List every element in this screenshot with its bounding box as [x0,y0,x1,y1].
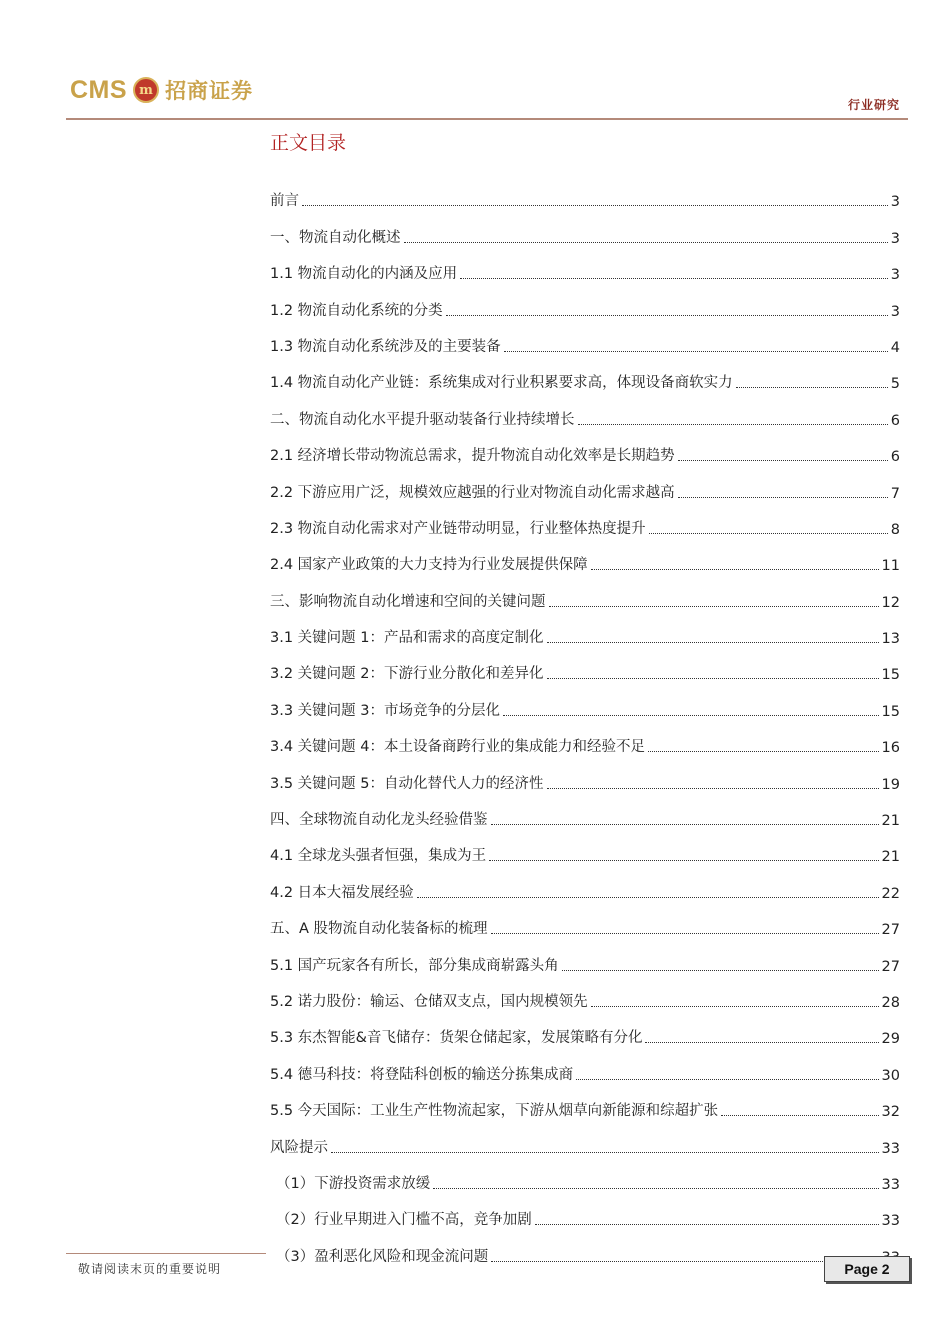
toc-entry[interactable] [270,574,900,610]
toc-dot-leader [460,278,888,279]
toc-entry[interactable] [270,283,900,319]
toc-entry-page: 3 [890,267,900,284]
toc-entry-page: 22 [881,885,900,902]
toc-dot-leader [489,860,878,861]
toc-entry[interactable] [270,356,900,392]
toc-entry[interactable] [270,392,900,428]
toc-entry-title: 2.2 下游应用广泛，规模效应越强的行业对物流自动化需求越高 [270,484,675,501]
toc-entry-title: 3.2 关键问题 2：下游行业分散化和差异化 [270,666,544,683]
toc-entry-page: 28 [881,994,900,1011]
toc-entry[interactable] [270,720,900,756]
toc-entry[interactable] [270,793,900,829]
logo-latin-text: CMS [70,75,128,104]
toc-dot-leader [547,788,879,789]
toc-entry[interactable] [270,502,900,538]
toc-entry[interactable] [270,1084,900,1120]
toc-entry-page: 29 [881,1031,900,1048]
toc-entry-page: 3 [890,230,900,247]
toc-entry-page: 3 [890,303,900,320]
toc-entry-title: 一、物流自动化概述 [270,229,401,246]
toc-entry-page: 6 [890,412,900,429]
cms-logo [70,74,253,106]
toc-dot-leader [503,715,879,716]
toc-entry-title: （3）盈利恶化风险和现金流问题 [276,1248,489,1265]
toc-entry-title: （2）行业早期进入门槛不高，竞争加剧 [276,1212,532,1229]
toc-entry-page: 21 [881,813,900,830]
toc-dot-leader [721,1115,878,1116]
toc-entry-page: 15 [881,667,900,684]
toc-entry-page: 33 [881,1140,900,1157]
header-divider [66,118,908,120]
toc-entry-title: 4.1 全球龙头强者恒强，集成为王 [270,848,487,865]
toc-dot-leader [547,642,879,643]
toc-dot-leader [591,569,879,570]
toc-entry-page: 27 [881,958,900,975]
toc-entry[interactable] [270,756,900,792]
logo-emblem-icon [133,77,159,103]
toc-entry[interactable] [270,210,900,246]
toc-entry-page: 15 [881,703,900,720]
toc-entry[interactable] [270,1229,900,1265]
toc-entry[interactable] [270,938,900,974]
toc-entry[interactable] [270,1047,900,1083]
toc-dot-leader [417,897,879,898]
toc-entry-page: 30 [881,1067,900,1084]
toc-entry-page: 12 [881,594,900,611]
toc-dot-leader [491,1261,878,1262]
toc-entry-page: 6 [890,449,900,466]
toc-entry[interactable] [270,902,900,938]
toc-dot-leader [591,1006,879,1007]
page-header [0,0,950,120]
toc-dot-leader [547,678,879,679]
toc-dot-leader [433,1188,878,1189]
toc-entry-page: 11 [881,558,900,575]
toc-entry-title: 1.1 物流自动化的内涵及应用 [270,266,458,283]
toc-entry[interactable] [270,829,900,865]
toc-entry[interactable] [270,1120,900,1156]
toc-dot-leader [562,970,879,971]
toc-entry-page: 19 [881,776,900,793]
toc-entry-title: 1.2 物流自动化系统的分类 [270,302,443,319]
toc-entry-title: 三、影响物流自动化增速和空间的关键问题 [270,593,546,610]
toc-entry-title: 5.2 诺力股份：输运、仓储双支点，国内规模领先 [270,993,588,1010]
toc-dot-leader [491,933,879,934]
toc-entry-title: 风险提示 [270,1139,328,1156]
toc-entry[interactable] [270,975,900,1011]
toc-entry-page: 5 [890,376,900,393]
toc-entry-page: 16 [881,740,900,757]
toc-entry-page: 33 [881,1176,900,1193]
toc-entry[interactable] [270,174,900,210]
toc-entry[interactable] [270,611,900,647]
toc-entry-page: 8 [890,521,900,538]
logo-chinese-text: 招商证券 [165,79,254,103]
footer-divider [66,1253,266,1254]
toc-dot-leader [446,315,888,316]
toc-entry[interactable] [270,320,900,356]
toc-dot-leader [736,387,888,388]
toc-dot-leader [549,606,879,607]
toc-entry[interactable] [270,465,900,501]
toc-entry-title: 前言 [270,193,299,210]
report-type-label: 行业研究 [847,98,900,112]
toc-dot-leader [576,1079,878,1080]
toc-entry[interactable] [270,429,900,465]
toc-entry-title: 5.1 国产玩家各有所长，部分集成商崭露头角 [270,957,559,974]
toc-entry-title: 5.4 德马科技：将登陆科创板的输送分拣集成商 [270,1066,574,1083]
toc-dot-leader [491,824,879,825]
toc-entry-page: 27 [881,922,900,939]
toc-entry[interactable] [270,865,900,901]
toc-dot-leader [331,1152,879,1153]
toc-dot-leader [678,460,888,461]
toc-entry-title: 3.1 关键问题 1：产品和需求的高度定制化 [270,630,544,647]
toc-dot-leader [578,424,888,425]
toc-entry[interactable] [270,1011,900,1047]
toc-entry-title: 2.3 物流自动化需求对产业链带动明显，行业整体热度提升 [270,520,646,537]
toc-dot-leader [678,497,888,498]
toc-entry-title: 四、全球物流自动化龙头经验借鉴 [270,812,488,829]
toc-entry-title: 2.4 国家产业政策的大力支持为行业发展提供保障 [270,557,588,574]
toc-entry-page: 7 [890,485,900,502]
toc-entry-title: 4.2 日本大福发展经验 [270,884,414,901]
toc-dot-leader [404,242,888,243]
toc-entry[interactable] [270,647,900,683]
footer-disclaimer: 敬请阅读末页的重要说明 [78,1262,222,1276]
toc-dot-leader [535,1224,879,1225]
toc-entry-title: 1.3 物流自动化系统涉及的主要装备 [270,338,501,355]
toc-title: 正文目录 [270,132,347,154]
toc-entry-title: 1.4 物流自动化产业链：系统集成对行业积累要求高，体现设备商软实力 [270,375,733,392]
toc-entry-title: 5.5 今天国际：工业生产性物流起家，下游从烟草向新能源和综超扩张 [270,1103,719,1120]
toc-entry-page: 21 [881,849,900,866]
toc-entry-title: 3.5 关键问题 5：自动化替代人力的经济性 [270,775,544,792]
toc-entry-page: 4 [890,339,900,356]
toc-entry-page: 13 [881,631,900,648]
toc-entry-title: 五、A 股物流自动化装备标的梳理 [270,921,488,938]
toc-entry-title: （1）下游投资需求放缓 [276,1175,431,1192]
toc-entry-page: 32 [881,1104,900,1121]
toc-entry-title: 2.1 经济增长带动物流总需求，提升物流自动化效率是长期趋势 [270,448,675,465]
toc-entry-title: 3.4 关键问题 4：本土设备商跨行业的集成能力和经验不足 [270,739,646,756]
toc-entry[interactable] [270,683,900,719]
toc-entry[interactable] [270,1193,900,1229]
toc-list [270,174,900,1266]
toc-entry[interactable] [270,538,900,574]
toc-entry-page: 3 [890,194,900,211]
toc-dot-leader [302,205,888,206]
toc-entry[interactable] [270,1157,900,1193]
toc-dot-leader [649,533,888,534]
toc-entry[interactable] [270,247,900,283]
toc-dot-leader [645,1042,878,1043]
logo-emblem-letter: m [139,82,153,98]
toc-entry-title: 二、物流自动化水平提升驱动装备行业持续增长 [270,411,575,428]
toc-dot-leader [504,351,888,352]
toc-entry-page: 33 [881,1213,900,1230]
toc-entry-title: 5.3 东杰智能&音飞储存：货架仓储起家，发展策略有分化 [270,1030,643,1047]
page-number-badge: Page 2 [824,1256,910,1282]
toc-dot-leader [648,751,879,752]
toc-entry-title: 3.3 关键问题 3：市场竞争的分层化 [270,702,501,719]
